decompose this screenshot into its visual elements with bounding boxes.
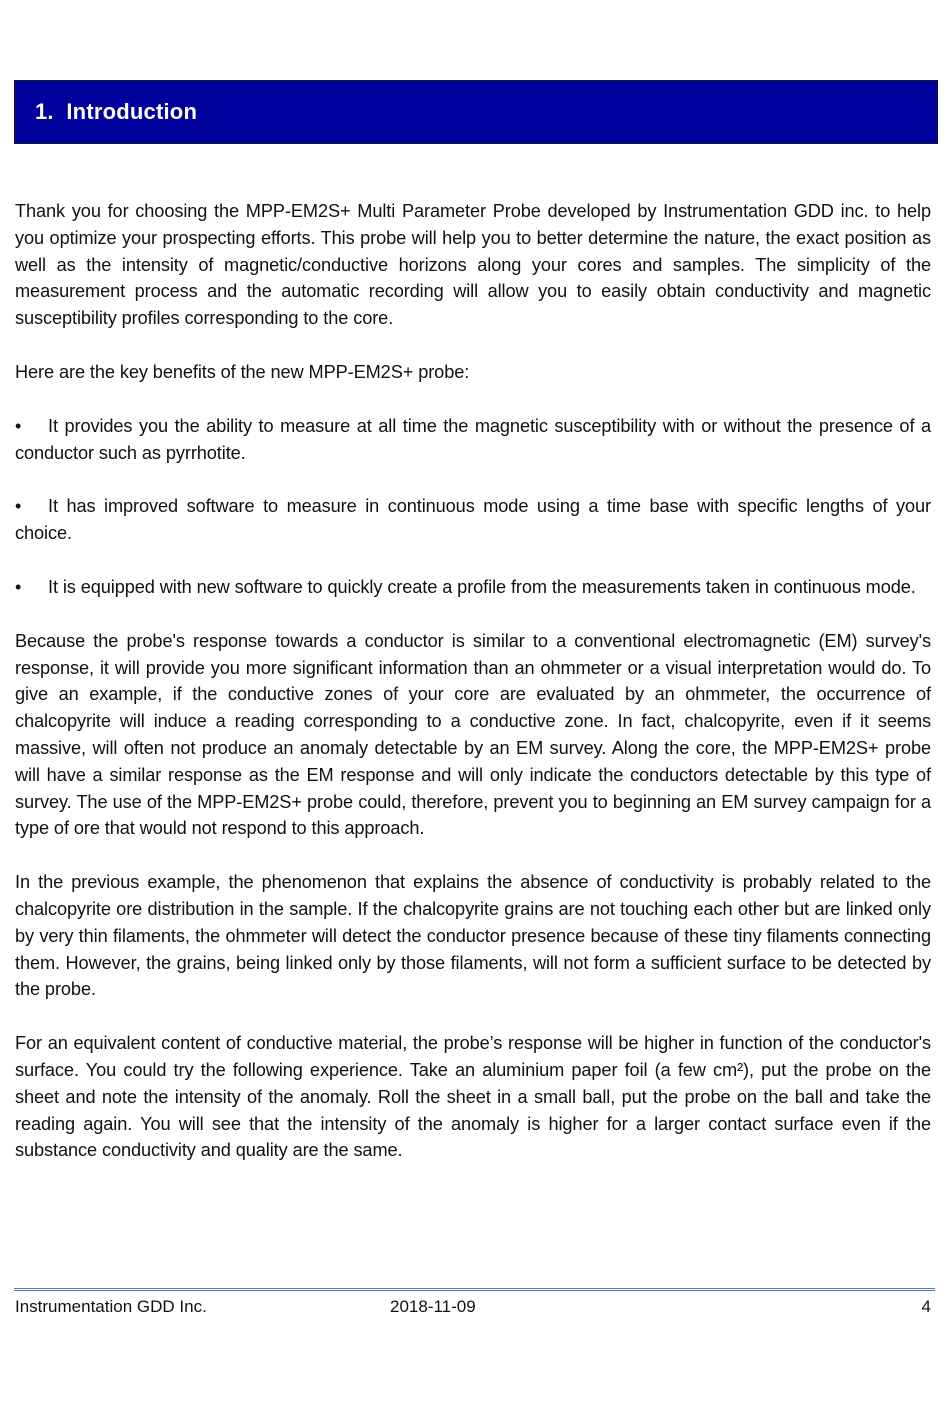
page-footer — [15, 1295, 931, 1319]
bullet-dot-icon: • — [15, 415, 22, 436]
footer-rule — [14, 1288, 935, 1291]
bullet-item — [15, 413, 931, 467]
bullet-text: It is equipped with new software to quickly create a profile from the measurements taken in continuous mode. — [48, 576, 916, 597]
benefits-intro: Here are the key benefits of the new MPP-EM2S+ probe: — [15, 361, 470, 382]
section-title: Introduction — [66, 99, 198, 124]
footer-date: 2018-11-09 — [390, 1297, 476, 1316]
bullet-item — [15, 493, 931, 547]
section-number: 1. — [35, 99, 54, 124]
document-body — [15, 198, 931, 1164]
bullet-text: It provides you the ability to measure at all time the magnetic susceptibility with or without the presence of a conductor such as pyrrhotite. — [15, 415, 931, 463]
section-heading — [35, 99, 197, 125]
chalcopyrite-paragraph: In the previous example, the phenomenon that explains the absence of conductivity is probably related to the chalcopyrite ore distribution in the sample. If the chalcopyrite grains are not touching each other but are linked only by very thin filaments, the ohmmeter will detect the conductor presence because of these tiny filaments connecting them. However, the grains, being linked only by those filaments, will not form a sufficient surface to be detected by the probe. — [15, 872, 931, 1000]
em-response-paragraph: Because the probe's response towards a conductor is similar to a conventional electromagnetic (EM) survey's response, it will provide you more significant information than an ohmmeter or a visual interpretation would do. To give an example, if the conductive zones of your core are evaluated by an ohmmeter, the occurrence of chalcopyrite will induce a reading corresponding to a conductive zone. In fact, chalcopyrite, even if it seems massive, will often not produce an anomaly detectable by an EM survey. Along the core, the MPP-EM2S+ probe will have a similar response as the EM response and will only indicate the conductors detectable by this type of survey. The use of the MPP-EM2S+ probe could, therefore, prevent you to beginning an EM survey campaign for a type of ore that would not respond to this approach. — [15, 630, 931, 839]
section-heading-bar — [14, 80, 938, 144]
bullet-text: It has improved software to measure in continuous mode using a time base with specific lengths of your choice. — [15, 496, 931, 544]
bullet-dot-icon: • — [15, 496, 22, 517]
bullet-dot-icon: • — [15, 576, 22, 597]
footer-company: Instrumentation GDD Inc. — [15, 1297, 207, 1316]
bullet-item — [15, 574, 931, 601]
intro-paragraph: Thank you for choosing the MPP-EM2S+ Multi Parameter Probe developed by Instrumentation GDD inc. to help you optimize your prospecting efforts. This probe will help you to better determine the nature, the exact position as well as the intensity of magnetic/conductive horizons along your cores and samples. The simplicity of the measurement process and the automatic recording will allow you to easily obtain conductivity and magnetic susceptibility profiles corresponding to the core. — [15, 201, 931, 329]
page-number: 4 — [921, 1297, 931, 1316]
surface-paragraph: For an equivalent content of conductive material, the probe’s response will be higher in function of the conductor's surface. You could try the following experience. Take an aluminium paper foil (a few cm²), put the probe on the sheet and note the intensity of the anomaly. Roll the sheet in a small ball, put the probe on the ball and take the reading again. You will see that the intensity of the anomaly is higher for a larger contact surface even if the substance conductivity and quality are the same. — [15, 1033, 931, 1161]
